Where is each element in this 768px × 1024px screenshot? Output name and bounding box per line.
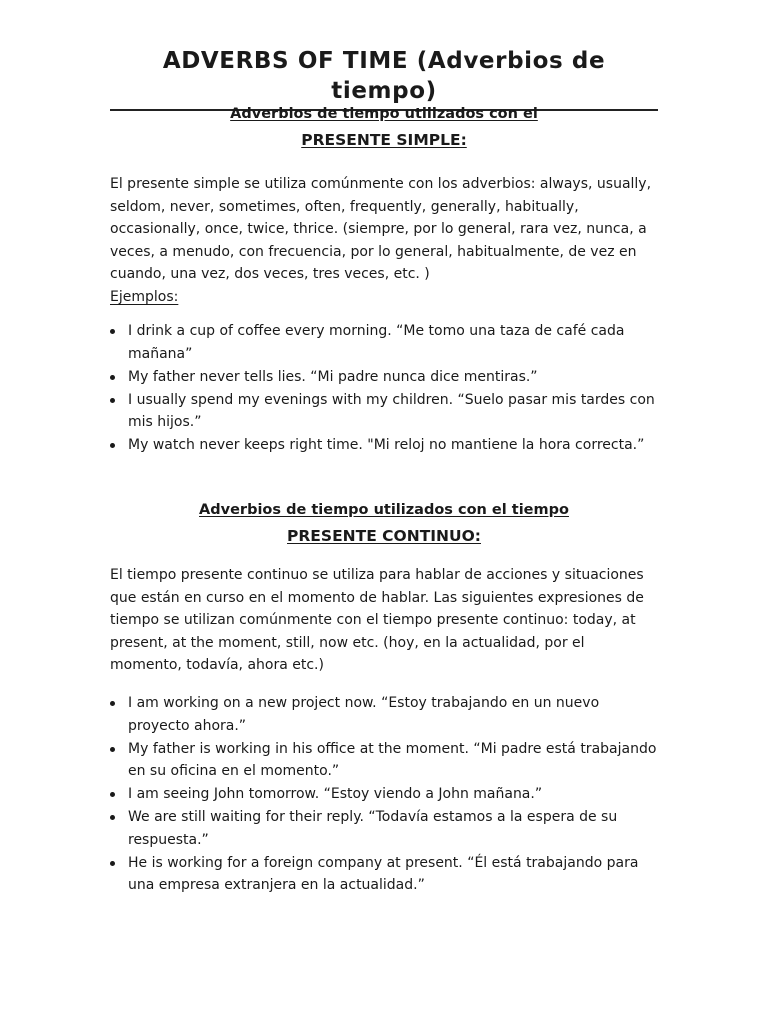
example-text: I usually spend my evenings with my children. “Suelo pasar mis tardes con mis hijos.” <box>128 391 655 430</box>
example-text: He is working for a foreign company at present. “Él está trabajando para una empresa extranjera en la actualidad.” <box>128 854 639 893</box>
present-simple-examples-list <box>110 320 662 457</box>
present-simple-paragraph: El presente simple se utiliza comúnmente con los adverbios: always, usually, seldom, never, sometimes, often, frequently, generally, habitually, occasionally, once, twice, thrice. (siempre, por lo general, rara vez, nunca, a veces, a menudo, con frecuencia, por lo general, habitualmente, de vez en cuando, una vez, dos veces, tres veces, etc. ) <box>110 176 652 282</box>
bullet-icon <box>110 375 115 380</box>
example-text: My father never tells lies. “Mi padre nunca dice mentiras.” <box>128 368 538 385</box>
bullet-icon <box>110 747 115 752</box>
bullet-icon <box>110 443 115 448</box>
example-text: I am seeing John tomorrow. “Estoy viendo a John mañana.” <box>128 786 543 802</box>
list-item <box>110 738 662 783</box>
bullet-icon <box>110 398 115 403</box>
page-title: ADVERBS OF TIME (Adverbios de tiempo) <box>110 46 658 111</box>
bullet-icon <box>110 329 115 334</box>
section-heading-present-simple <box>110 104 658 150</box>
section-heading-tense: PRESENTE CONTINUO: <box>287 527 481 545</box>
bullet-icon <box>110 701 115 706</box>
section-heading-line2 <box>110 526 658 546</box>
bullet-icon <box>110 792 115 797</box>
bullet-icon <box>110 815 115 820</box>
list-item <box>110 852 662 897</box>
list-item <box>110 783 662 806</box>
bullet-icon <box>110 861 115 866</box>
section-heading-line1: Adverbios de tiempo utilizados con el tiempo <box>199 502 569 518</box>
section-heading-present-continuous <box>110 500 658 546</box>
present-continuous-paragraph: El tiempo presente continuo se utiliza para hablar de acciones y situaciones que están en curso en el momento de hablar. Las siguientes expresiones de tiempo se utilizan comúnmente con el tiempo presente continuo: today, at present, at the moment, still, now etc. (hoy, en la actualidad, por el momento, todavía, ahora etc.) <box>110 567 644 673</box>
example-text: My watch never keeps right time. "Mi reloj no mantiene la hora correcta.” <box>128 437 645 453</box>
list-item <box>110 806 662 851</box>
list-item <box>110 692 662 737</box>
list-item <box>110 389 662 434</box>
example-text: My father is working in his office at the moment. “Mi padre está trabajando en su oficina en el momento.” <box>128 740 657 779</box>
example-text: I drink a cup of coffee every morning. “Me tomo una taza de café cada mañana” <box>128 323 625 362</box>
present-continuous-examples-list <box>110 692 662 897</box>
examples-label: Ejemplos: <box>110 289 179 305</box>
example-text: We are still waiting for their reply. “Todavía estamos a la espera de su respuesta.” <box>128 809 618 848</box>
list-item <box>110 366 662 389</box>
example-text: I am working on a new project now. “Estoy trabajando en un nuevo proyecto ahora.” <box>128 695 600 734</box>
section-heading-line2 <box>110 130 658 150</box>
list-item <box>110 320 662 365</box>
list-item <box>110 434 662 457</box>
section-heading-tense: PRESENTE SIMPLE: <box>301 131 467 149</box>
section-heading-line1: Adverbios de tiempo utilizados con el <box>230 106 538 122</box>
